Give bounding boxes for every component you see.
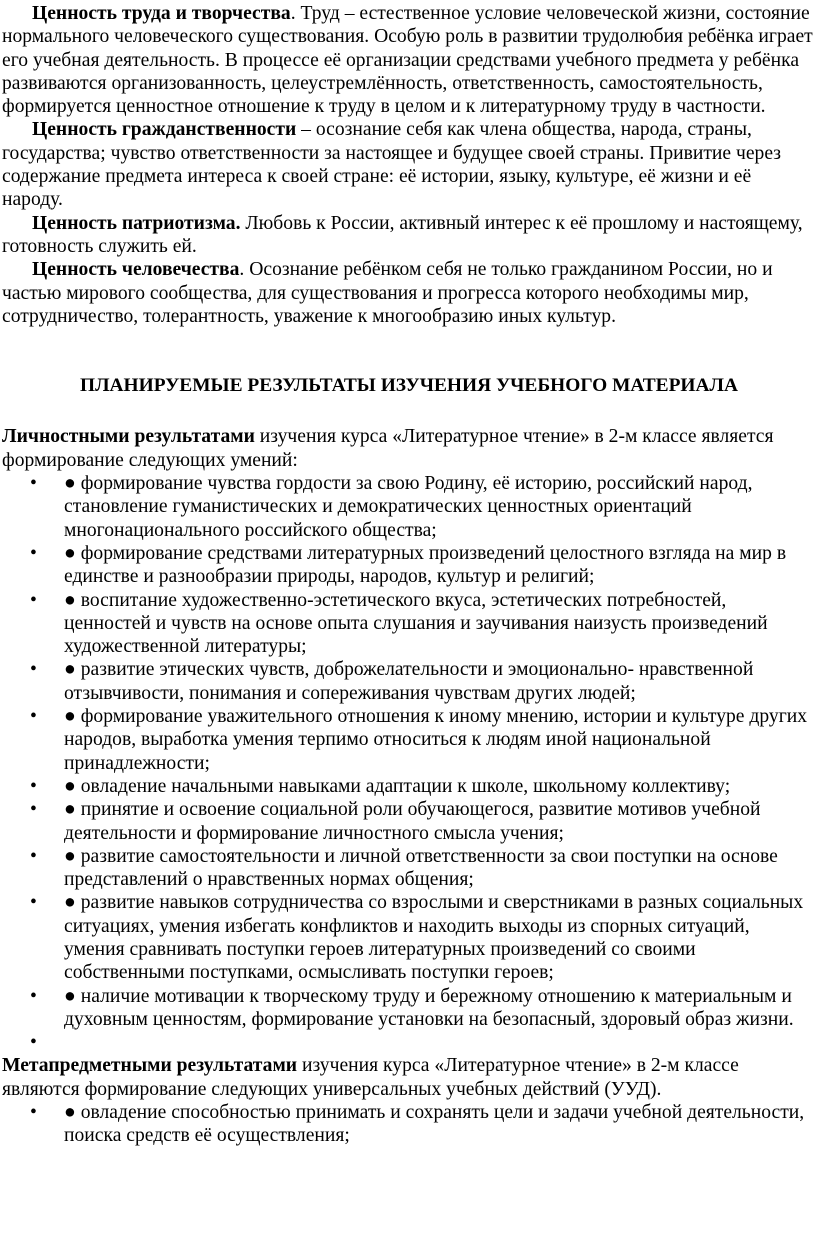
paragraph-title: Ценность человечества bbox=[32, 259, 240, 281]
list-item-text: ● овладение начальными навыками адаптации к школе, школьному коллективу; bbox=[64, 775, 731, 797]
bullet-icon: • bbox=[30, 589, 37, 611]
list-item bbox=[2, 798, 816, 845]
paragraph-labor-value bbox=[2, 2, 816, 118]
section-heading: ПЛАНИРУЕМЫЕ РЕЗУЛЬТАТЫ ИЗУЧЕНИЯ УЧЕБНОГО МАТЕРИАЛА bbox=[80, 375, 738, 397]
list-item-text: ● развитие самостоятельности и личной ответственности за свои поступки на основе представлений о нравственных нормах общения; bbox=[64, 845, 778, 891]
lead-text: изучения курса «Литературное чтение» в 2-м классе является формирование следующих умений: bbox=[2, 426, 774, 471]
bullet-icon: • bbox=[30, 659, 37, 681]
bullet-icon: • bbox=[30, 542, 37, 564]
meta-results-list bbox=[2, 1101, 816, 1148]
list-item bbox=[2, 775, 816, 798]
list-item bbox=[2, 542, 816, 589]
bullet-icon: • bbox=[30, 799, 37, 821]
empty-list-item bbox=[2, 1031, 816, 1054]
bullet-icon: • bbox=[30, 845, 37, 867]
bullet-icon: • bbox=[30, 1102, 37, 1124]
list-item-text: ● развитие этических чувств, доброжелательности и эмоционально- нравственной отзывчивости, понимания и сопереживания чувствам других людей; bbox=[64, 659, 754, 704]
meta-results-lead bbox=[2, 1054, 816, 1101]
paragraph-text: – осознание себя как члена общества, народа, страны, государства; чувство ответственности за настоящее и будущее своей страны. Привитие через содержание предмета интереса к своей стране: её истории, языку, культуре, её жизни и её народу. bbox=[2, 119, 782, 211]
list-item-text: ● формирование уважительного отношения к иному мнению, истории и культуре других народов, выработка умения терпимо относиться к людям иной национальной принадлежности; bbox=[64, 706, 808, 774]
personal-results-lead bbox=[2, 425, 816, 472]
list-item-text: ● формирование средствами литературных произведений целостного взгляда на мир в единстве и разнообразии природы, народов, культур и религий; bbox=[64, 542, 787, 588]
paragraph-title: Ценность гражданственности bbox=[32, 119, 297, 141]
list-item bbox=[2, 1101, 816, 1148]
paragraph-humanity-value bbox=[2, 258, 816, 328]
lead-bold: Метапредметными результатами bbox=[2, 1055, 298, 1077]
list-item bbox=[2, 985, 816, 1032]
list-item bbox=[2, 891, 816, 984]
bullet-icon: • bbox=[30, 892, 37, 914]
list-item bbox=[2, 845, 816, 892]
personal-results-list bbox=[2, 472, 816, 1031]
list-item bbox=[2, 472, 816, 542]
paragraph-text: Любовь к России, активный интерес к её прошлому и настоящему, готовность служить ей. bbox=[2, 212, 803, 257]
bullet-icon: • bbox=[30, 985, 37, 1007]
list-item-text: ● воспитание художественно-эстетического вкуса, эстетических потребностей, ценностей и чувств на основе опыта слушания и заучивания наизусть произведений художественной литературы; bbox=[64, 589, 768, 658]
paragraph-text: . Осознание ребёнком себя не только гражданином России, но и частью мирового сообщества, для существования и прогресса которого необходимы мир, сотрудничество, толерантность, уважение к многообразию иных культур. bbox=[2, 259, 773, 327]
list-item-text: ● наличие мотивации к творческому труду и бережному отношению к материальным и духовным ценностям, формирование установки на безопасный, здоровый образ жизни. bbox=[64, 985, 794, 1030]
paragraph-patriotism-value bbox=[2, 212, 816, 259]
paragraph-title: Ценность патриотизма. bbox=[32, 212, 241, 234]
bullet-icon: • bbox=[30, 775, 37, 797]
bullet-icon: • bbox=[30, 1032, 37, 1054]
list-item-text: ● принятие и освоение социальной роли обучающегося, развитие мотивов учебной деятельности и формирование личностного смысла учения; bbox=[64, 799, 761, 844]
list-item-text: ● формирование чувства гордости за свою Родину, её историю, российский народ, становление гуманистических и демократических ценностных ориентаций многонационального российского общества; bbox=[64, 473, 753, 541]
list-item-text: ● развитие навыков сотрудничества со взрослыми и сверстниками в разных социальных ситуациях, умения избегать конфликтов и находить выходы из спорных ситуаций, умения сравнивать поступки героев литературных произведений со своими собственными поступками, осмысливать поступки героев; bbox=[64, 892, 804, 984]
lead-bold: Личностными результатами bbox=[2, 426, 255, 448]
paragraph-title: Ценность труда и творчества bbox=[32, 3, 291, 24]
paragraph-text: . Труд – естественное условие человеческой жизни, состояние нормального человеческого существования. Особую роль в развитии трудолюбия ребёнка играет его учебная деятельность. В процессе её организации средствами учебного предмета у ребёнка развиваются организованность, целеустремлённость, ответственность, самостоятельность, формируется ценностное отношение к труду в целом и к литературному труду в частности. bbox=[2, 3, 813, 118]
list-item bbox=[2, 589, 816, 659]
list-item bbox=[2, 705, 816, 775]
list-item-text: ● овладение способностью принимать и сохранять цели и задачи учебной деятельности, поиска средств её осуществления; bbox=[64, 1102, 805, 1147]
bullet-icon: • bbox=[30, 473, 37, 495]
list-item bbox=[2, 658, 816, 705]
document-page bbox=[0, 2, 816, 1148]
bullet-icon: • bbox=[30, 706, 37, 728]
lead-text: изучения курса «Литературное чтение» в 2-м классе являются формирование следующих универсальных учебных действий (УУД). bbox=[2, 1055, 739, 1100]
paragraph-citizenship-value bbox=[2, 118, 816, 211]
